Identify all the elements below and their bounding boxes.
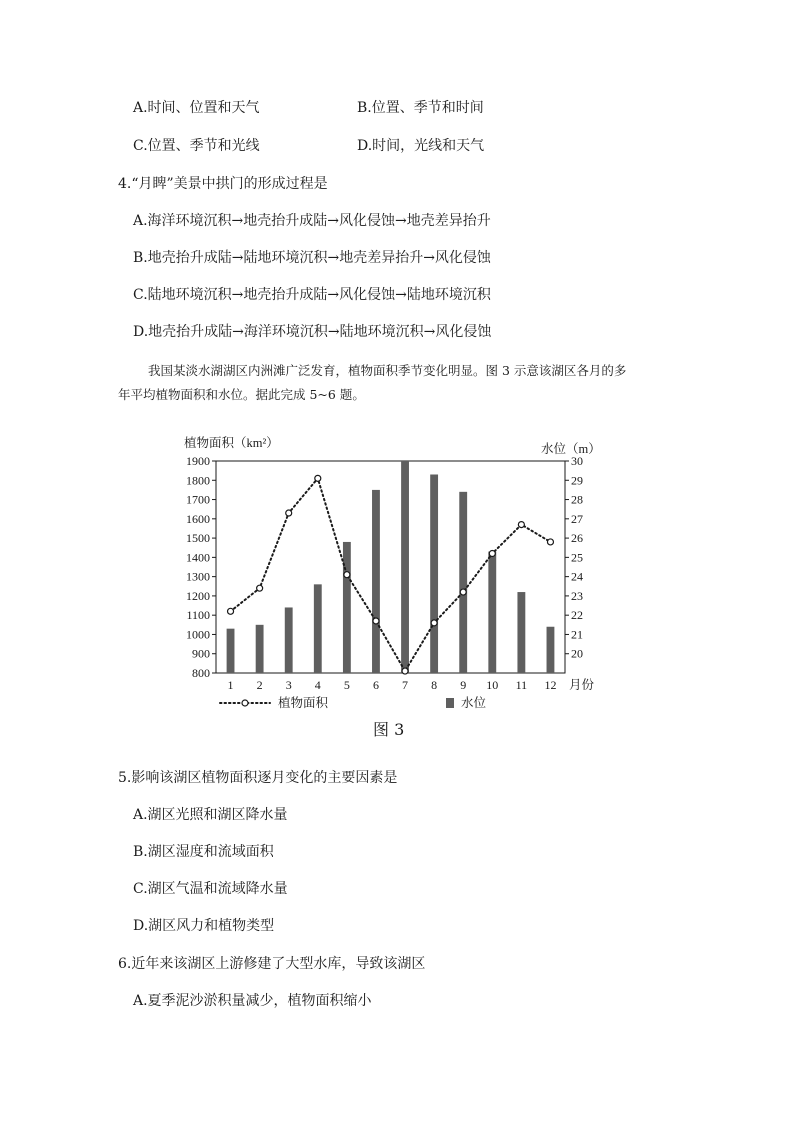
right-axis-tick-label: 29	[571, 473, 583, 488]
plant-area-line	[231, 478, 551, 671]
x-tick-label: 10	[486, 678, 499, 692]
q4-option-d: D.地壳抬升成陆→海洋环境沉积→陆地环境沉积→风化侵蚀	[133, 324, 492, 340]
water-level-bar	[227, 629, 235, 673]
left-axis-tick-label: 1000	[186, 627, 210, 642]
right-axis-tick-label: 27	[571, 511, 583, 526]
plant-area-point	[373, 618, 379, 624]
left-axis-tick-label: 1500	[186, 531, 210, 546]
right-axis-tick-label: 25	[571, 550, 583, 565]
water-level-bar	[517, 592, 525, 673]
x-tick-label: 5	[343, 678, 350, 692]
water-level-bar	[547, 627, 555, 673]
q5-option-d: D.湖区风力和植物类型	[133, 918, 275, 934]
right-axis-tick-label: 28	[571, 492, 583, 507]
x-tick-label: 7	[402, 678, 409, 692]
x-axis-label: 月份	[569, 678, 595, 692]
q4-option-b: B.地壳抬升成陆→陆地环境沉积→地壳差异抬升→风化侵蚀	[133, 250, 491, 266]
plant-area-point	[547, 539, 553, 545]
plant-area-point	[402, 668, 408, 674]
passage-line-2: 年平均植物面积和水位。据此完成 5~6 题。	[118, 387, 365, 402]
plant-area-point	[257, 585, 263, 591]
right-axis-tick-label: 22	[571, 608, 583, 623]
plant-area-point	[344, 572, 350, 578]
q4-stem: 4.“月睥”美景中拱门的形成过程是	[118, 176, 328, 192]
plant-area-point	[431, 620, 437, 626]
water-level-bar	[401, 461, 409, 673]
left-axis-tick-label: 900	[192, 646, 210, 661]
left-axis-tick-label: 1600	[186, 511, 210, 526]
legend-line-label: 植物面积	[278, 696, 329, 710]
right-axis-tick-label: 21	[571, 627, 583, 642]
q6-option-a: A.夏季泥沙淤积量减少，植物面积缩小	[133, 993, 372, 1009]
right-axis-tick-label: 30	[571, 454, 583, 468]
right-axis-tick-label: 26	[571, 531, 583, 546]
plant-area-point	[489, 551, 495, 557]
q3-option-a: A.时间、位置和天气	[133, 100, 260, 116]
water-level-bar	[459, 492, 467, 673]
x-tick-label: 2	[256, 678, 263, 692]
x-tick-label: 4	[314, 678, 321, 692]
water-level-bar	[343, 542, 351, 673]
right-axis-tick-label: 23	[571, 588, 583, 603]
plant-area-point	[315, 475, 321, 481]
legend-line-marker	[242, 700, 248, 706]
passage-line-1: 我国某淡水湖湖区内洲滩广泛发育，植物面积季节变化明显。图 3 示意该湖区各月的多	[148, 363, 627, 378]
left-axis-tick-label: 1200	[186, 588, 210, 603]
q3-option-b: B.位置、季节和时间	[357, 100, 484, 116]
left-axis-tick-label: 1700	[186, 492, 210, 507]
water-level-bar	[256, 625, 264, 673]
right-axis-label: 水位（m）	[541, 442, 601, 456]
x-tick-label: 9	[460, 678, 467, 692]
x-tick-label: 12	[544, 678, 557, 692]
water-level-bar	[285, 607, 293, 673]
water-level-bar	[488, 552, 496, 673]
q6-stem: 6.近年来该湖区上游修建了大型水库，导致该湖区	[118, 956, 426, 972]
plant-area-point	[286, 510, 292, 516]
plant-area-point	[228, 608, 234, 614]
plant-area-point	[518, 522, 524, 528]
q5-option-b: B.湖区湿度和流域面积	[133, 844, 274, 860]
x-tick-label: 1	[227, 678, 234, 692]
water-level-bar	[372, 490, 380, 673]
plant-area-point	[460, 589, 466, 595]
x-tick-label: 8	[431, 678, 438, 692]
x-tick-label: 11	[515, 678, 528, 692]
x-tick-label: 6	[372, 678, 379, 692]
figure-3-chart	[170, 425, 620, 715]
left-axis-tick-label: 1300	[186, 569, 210, 584]
q4-option-a: A.海洋环境沉积→地壳抬升成陆→风化侵蚀→地壳差异抬升	[133, 213, 491, 229]
water-level-bar	[430, 474, 438, 673]
legend-bar-label: 水位	[461, 696, 487, 710]
left-axis-tick-label: 1400	[186, 550, 210, 565]
q4-option-c: C.陆地环境沉积→地壳抬升成陆→风化侵蚀→陆地环境沉积	[133, 287, 491, 303]
water-level-bar	[314, 584, 322, 673]
right-axis-tick-label: 24	[571, 569, 583, 584]
x-tick-label: 3	[285, 678, 292, 692]
left-axis-tick-label: 1100	[186, 608, 210, 623]
q3-option-c: C.位置、季节和光线	[133, 138, 260, 154]
left-axis-label: 植物面积（km²）	[184, 436, 279, 450]
right-axis-tick-label: 20	[571, 646, 583, 661]
left-axis-tick-label: 800	[192, 666, 210, 680]
legend-bar-swatch	[446, 698, 454, 708]
q5-option-a: A.湖区光照和湖区降水量	[133, 807, 288, 823]
q5-stem: 5.影响该湖区植物面积逐月变化的主要因素是	[118, 770, 398, 786]
left-axis-tick-label: 1800	[186, 473, 210, 488]
q3-option-d: D.时间，光线和天气	[357, 138, 485, 154]
left-axis-tick-label: 1900	[186, 454, 210, 468]
q5-option-c: C.湖区气温和流域降水量	[133, 881, 288, 897]
figure-caption: 图 3	[373, 720, 405, 739]
